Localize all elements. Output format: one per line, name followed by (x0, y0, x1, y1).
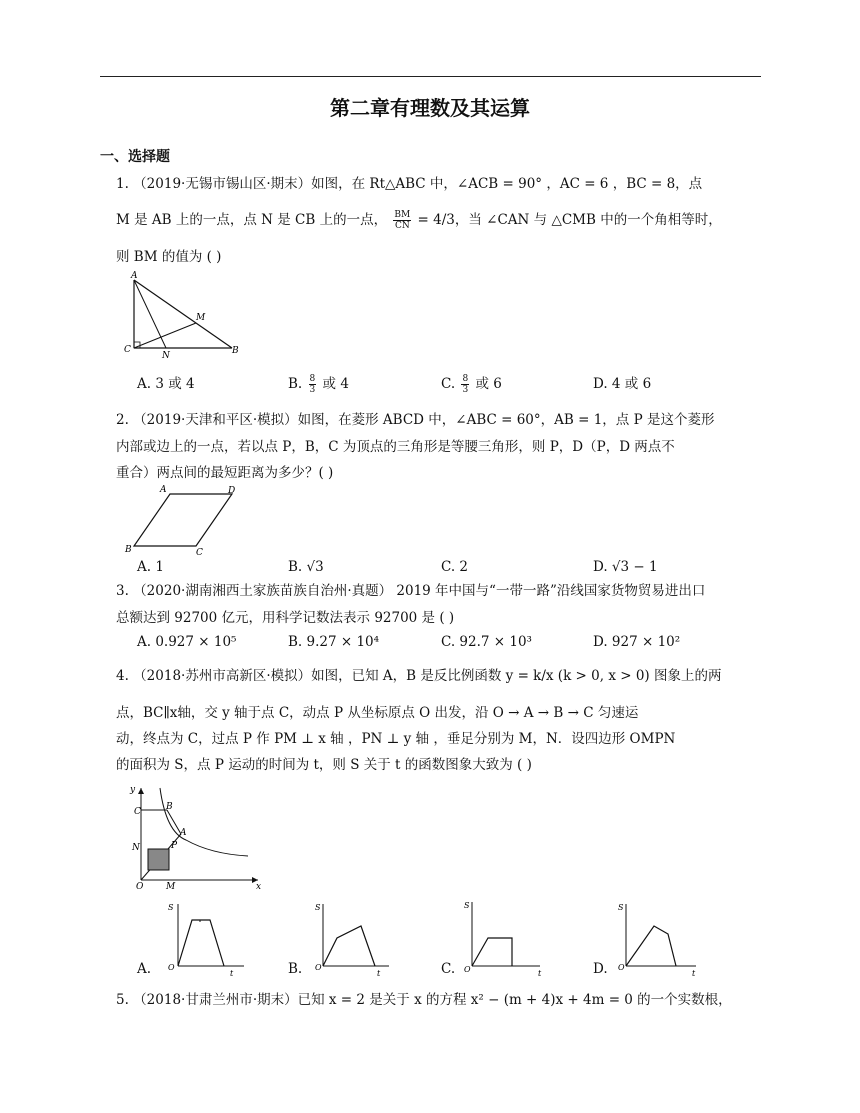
q4-option-d[interactable]: D. (593, 961, 608, 977)
svg-text:A: A (160, 485, 167, 495)
q4-graph-b[interactable] (315, 898, 405, 978)
svg-text:A: A (180, 828, 187, 838)
q4-option-c[interactable]: C. (441, 961, 456, 977)
q1-line-2b: = 4/3，当 ∠CAN 与 △CMB 中的一个角相等时， (417, 212, 722, 228)
q1-line-3: 则 BM 的值为 ( ) (116, 249, 222, 265)
svg-text:y: y (130, 785, 136, 795)
q3-line-1: 3. （2020·湖南湘西土家族苗族自治州·真题） 2019 年中国与“一带一路”沿线国家货物贸易进出口 (116, 583, 706, 599)
q3-option-d[interactable]: D. 927 × 10² (593, 634, 681, 650)
q1-option-c[interactable]: C. $\frac{8}{3}$ 或 6 (441, 374, 502, 395)
svg-text:P: P (171, 841, 178, 851)
section-heading: 一、选择题 (100, 149, 170, 165)
svg-text:t: t (692, 969, 696, 978)
q4-graph-c[interactable] (458, 896, 548, 976)
header-rule (100, 76, 761, 77)
q1-line-1: 1. （2019·无锡市锡山区·期末）如图，在 Rt△ABC 中，∠ACB = 90° ，AC = 6 ，BC = 8，点 (116, 176, 703, 192)
svg-text:B: B (125, 545, 132, 555)
q1-option-b[interactable]: B. $\frac{8}{3}$ 或 4 (288, 374, 349, 395)
q4-line-3: 动，终点为 C，过点 P 作 PM ⊥ x 轴 ，PN ⊥ y 轴 ，垂足分别为 M，N．设四边形 OMPN (116, 731, 676, 747)
q1-fraction: $\frac{BM}{CN}$ (394, 210, 411, 231)
q2-line-3: 重合）两点间的最短距离为多少？( ) (116, 465, 334, 481)
q4-graph-d[interactable] (612, 898, 702, 978)
q1-option-d[interactable]: D. 4 或 6 (593, 376, 652, 392)
svg-text:x: x (256, 882, 262, 890)
q3-option-a[interactable]: A. 0.927 × 10⁵ (137, 634, 237, 650)
fig-label-b: B (232, 346, 239, 356)
q2-option-b[interactable]: B. √3 (288, 559, 324, 575)
svg-text:S: S (315, 903, 321, 912)
svg-text:S: S (618, 903, 624, 912)
svg-text:t: t (377, 969, 381, 978)
q3-line-2: 总额达到 92700 亿元，用科学记数法表示 92700 是 ( ) (116, 610, 455, 626)
svg-text:t: t (230, 969, 234, 978)
q2-option-a[interactable]: A. 1 (137, 559, 164, 575)
svg-text:O: O (464, 965, 471, 974)
svg-text:O: O (168, 963, 175, 972)
svg-text:C: C (196, 548, 203, 557)
q4-line-2: 点，BC∥x轴，交 y 轴于点 C，动点 P 从坐标原点 O 出发，沿 O → A → B → C 匀速运 (116, 705, 639, 721)
svg-text:O: O (618, 963, 625, 972)
svg-text:t: t (538, 969, 542, 976)
svg-text:C: C (134, 807, 141, 817)
svg-text:B: B (166, 802, 173, 812)
svg-text:M: M (166, 882, 176, 890)
fig-label-a: A (131, 271, 138, 281)
q2-option-c[interactable]: C. 2 (441, 559, 469, 575)
q1-option-a[interactable]: A. 3 或 4 (137, 376, 195, 392)
svg-text:S: S (464, 901, 470, 910)
q4-option-a[interactable]: A. (137, 961, 152, 977)
q4-option-b[interactable]: B. (288, 961, 303, 977)
q4-main-figure (126, 782, 266, 890)
q1-triangle-figure (122, 270, 242, 360)
q1-line-2a: M 是 AB 上的一点，点 N 是 CB 上的一点， (116, 212, 388, 228)
page-title: 第二章有理数及其运算 (330, 96, 530, 120)
q3-option-c[interactable]: C. 92.7 × 10³ (441, 634, 532, 650)
q3-option-b[interactable]: B. 9.27 × 10⁴ (288, 634, 380, 650)
q5-line-1: 5. （2018·甘肃兰州市·期末）已知 x = 2 是关于 x 的方程 x² − (m + 4)x + 4m = 0 的一个实数根， (116, 992, 732, 1008)
svg-text:S: S (168, 903, 174, 912)
q2-line-2: 内部或边上的一点，若以点 P，B，C 为顶点的三角形是等腰三角形，则 P，D（P，D 两点不 (116, 439, 675, 455)
svg-text:N: N (132, 843, 140, 853)
q4-line-1: 4. （2018·苏州市高新区·模拟）如图，已知 A，B 是反比例函数 y = k/x (k > 0, x > 0) 图象上的两 (116, 668, 722, 684)
q2-rhombus-figure (122, 482, 252, 557)
svg-text:O: O (315, 963, 322, 972)
q2-line-1: 2. （2019·天津和平区·模拟）如图，在菱形 ABCD 中，∠ABC = 60°，AB = 1，点 P 是这个菱形 (116, 412, 715, 428)
fig-label-m: M (196, 313, 206, 323)
q2-option-d[interactable]: D. √3 − 1 (593, 559, 658, 575)
svg-text:O: O (136, 882, 144, 890)
q4-line-4: 的面积为 S，点 P 运动的时间为 t，则 S 关于 t 的函数图象大致为 ( ) (116, 757, 532, 773)
fig-label-c: C (124, 345, 131, 355)
q4-graph-a[interactable] (164, 898, 254, 978)
svg-text:D: D (228, 486, 236, 496)
fig-label-n: N (162, 351, 170, 360)
q1-line-2 (116, 210, 722, 231)
